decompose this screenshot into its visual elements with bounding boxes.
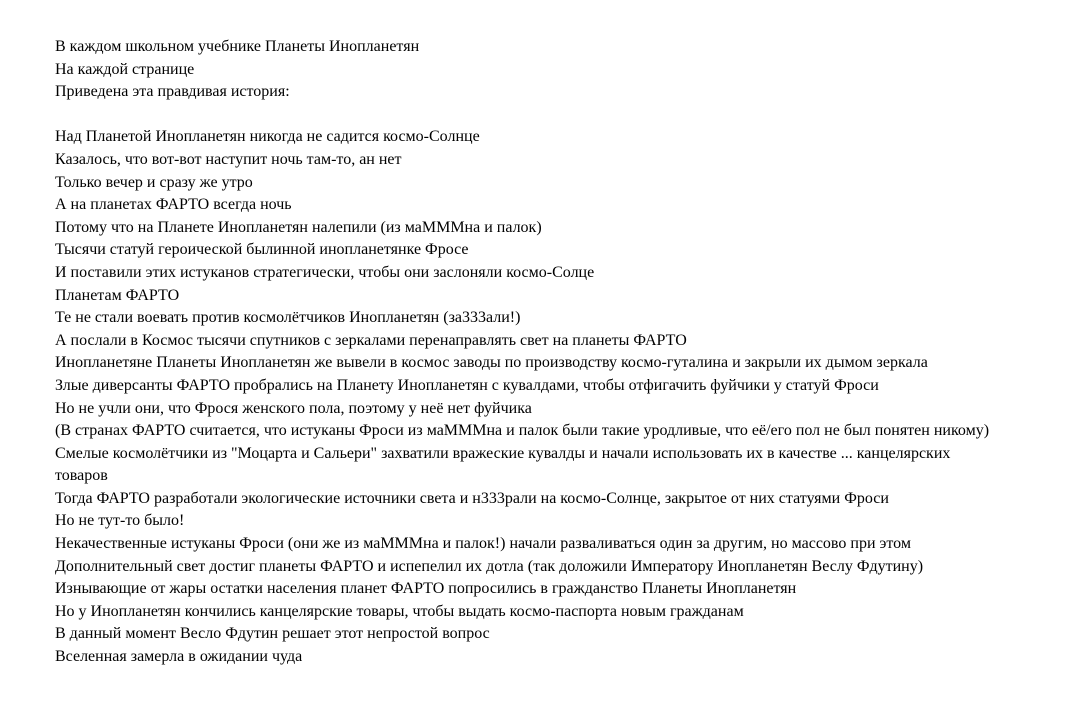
text-line: А послали в Космос тысячи спутников с зеркалами перенаправлять свет на планеты ФАРТО	[55, 331, 687, 349]
text-line: Только вечер и сразу же утро	[55, 173, 253, 191]
text-line: Но не тут-то было!	[55, 512, 185, 530]
text-line: Те не стали воевать против космолётчиков Инопланетян (за333али!)	[55, 309, 521, 327]
story-block	[55, 126, 1045, 668]
text-line: Но у Инопланетян кончились канцелярские товары, чтобы выдать космо-паспорта новым гражданам	[55, 602, 744, 620]
text-line: Но не учли они, что Фрося женского пола, поэтому у неё нет фуйчика	[55, 399, 532, 417]
text-line: Над Планетой Инопланетян никогда не садится космо-Солнце	[55, 128, 480, 146]
intro-block	[55, 36, 1045, 104]
document-body	[55, 36, 1045, 669]
text-line: В данный момент Весло Фдутин решает этот непростой вопрос	[55, 625, 490, 643]
text-line: Вселенная замерла в ожидании чуда	[55, 648, 303, 666]
text-line: На каждой странице	[55, 60, 195, 78]
text-line: И поставили этих истуканов стратегически, чтобы они заслоняли космо-Солце	[55, 263, 595, 281]
text-line: Злые диверсанты ФАРТО пробрались на Планету Инопланетян с кувалдами, чтобы отфигачить фуйчики у статуй Фроси	[55, 376, 879, 394]
text-line: Планетам ФАРТО	[55, 286, 180, 304]
text-line: Некачественные истуканы Фроси (они же из маМММна и палок!) начали разваливаться один за другим, но массово при этом	[55, 535, 911, 553]
text-line: Тысячи статуй героической былинной инопланетянке Фросе	[55, 241, 469, 259]
text-line: В каждом школьном учебнике Планеты Инопланетян	[55, 38, 420, 55]
text-line: Казалось, что вот-вот наступит ночь там-то, ан нет	[55, 150, 402, 168]
text-line: (В странах ФАРТО считается, что истуканы Фроси из маМММна и палок были такие уродливые, что её/его пол не был понятен никому)	[55, 422, 990, 440]
text-line: Приведена эта правдивая история:	[55, 83, 290, 101]
text-line: Смелые космолётчики из "Моцарта и Сальери" захватили вражеские кувалды и начали использовать их в качестве ... канцелярских товаров	[55, 444, 951, 485]
paragraph-gap	[55, 104, 1045, 127]
text-line: Дополнительный свет достиг планеты ФАРТО и испепелил их дотла (так доложили Императору Инопланетян Веслу Фдутину)	[55, 557, 924, 575]
text-line: А на планетах ФАРТО всегда ночь	[55, 196, 292, 214]
text-line: Изнывающие от жары остатки населения планет ФАРТО попросились в гражданство Планеты Инопланетян	[55, 580, 797, 598]
text-line: Тогда ФАРТО разработали экологические источники света и н333рали на космо-Солнце, закрытое от них статуями Фроси	[55, 489, 889, 507]
text-line: Инопланетяне Планеты Инопланетян же вывели в космос заводы по производству космо-гуталина и закрыли их дымом зеркала	[55, 354, 928, 372]
text-line: Потому что на Планете Инопланетян налепили (из маМММна и палок)	[55, 218, 542, 236]
